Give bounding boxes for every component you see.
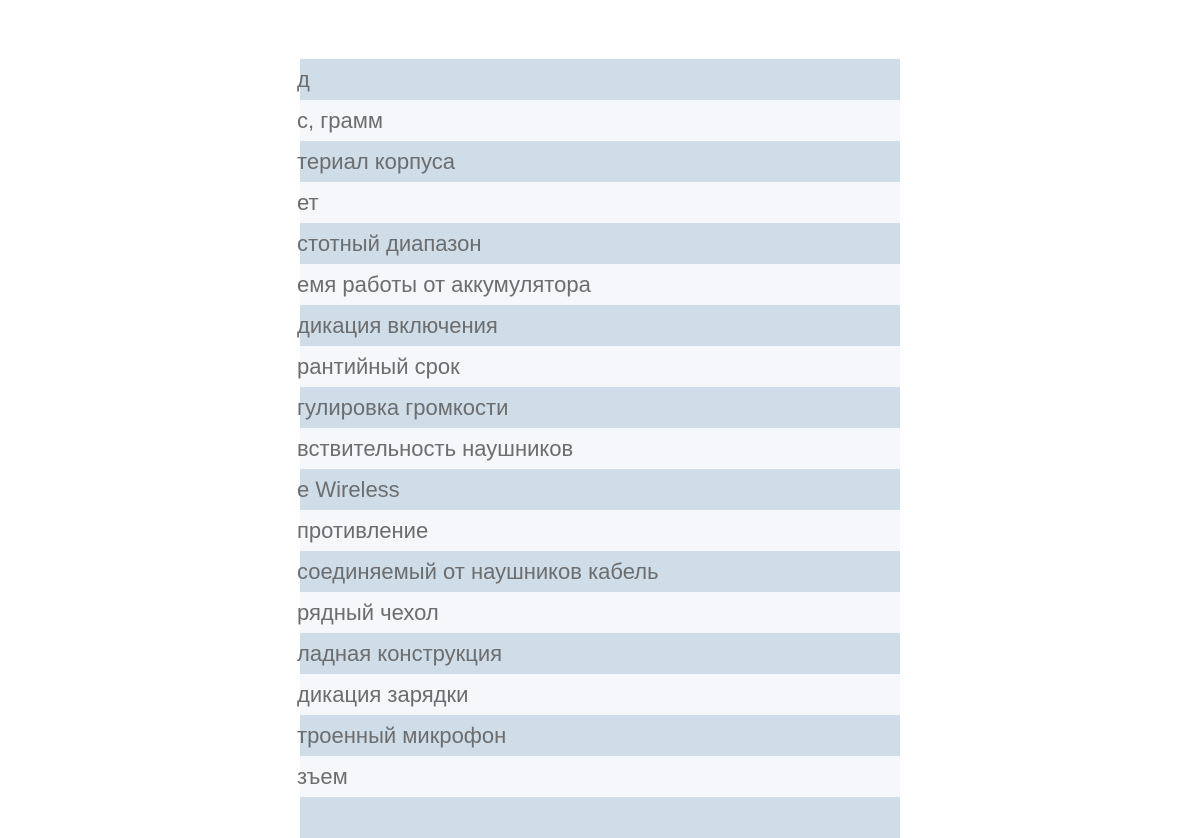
spec-label: вствительность наушников [297, 436, 574, 461]
table-row [297, 346, 900, 387]
spec-label: териал корпуса [297, 149, 456, 174]
table-row [297, 756, 900, 797]
spec-label: e Wireless [297, 477, 400, 502]
spec-label: противление [297, 518, 429, 543]
table-row [297, 469, 900, 510]
spec-label: гулировка громкости [297, 395, 509, 420]
table-row [297, 223, 900, 264]
table-row [297, 715, 900, 756]
table-row [297, 633, 900, 674]
table-row [297, 264, 900, 305]
spec-label: дикация включения [297, 313, 498, 338]
spec-label: рядный чехол [297, 600, 439, 625]
table-row [297, 141, 900, 182]
table-row [297, 59, 900, 100]
spec-label: стотный диапазон [297, 231, 482, 256]
spec-label: д [297, 67, 310, 92]
table-row [297, 674, 900, 715]
spec-label: рантийный срок [297, 354, 460, 379]
spec-label: ет [297, 190, 319, 215]
spec-label: емя работы от аккумулятора [297, 272, 591, 297]
spec-label: троенный микрофон [297, 723, 507, 748]
spec-label: ладная конструкция [297, 641, 503, 666]
table-row [300, 797, 900, 838]
table-row [297, 428, 900, 469]
table-row [297, 551, 900, 592]
table-row [297, 592, 900, 633]
table-row [297, 305, 900, 346]
spec-label: зъем [297, 764, 348, 789]
table-row [297, 182, 900, 223]
spec-table [297, 59, 900, 800]
table-row [297, 510, 900, 551]
spec-label: соединяемый от наушников кабель [297, 559, 659, 584]
spec-label: с, грамм [297, 108, 383, 133]
table-row [297, 387, 900, 428]
table-row [297, 100, 900, 141]
spec-label: дикация зарядки [297, 682, 469, 707]
